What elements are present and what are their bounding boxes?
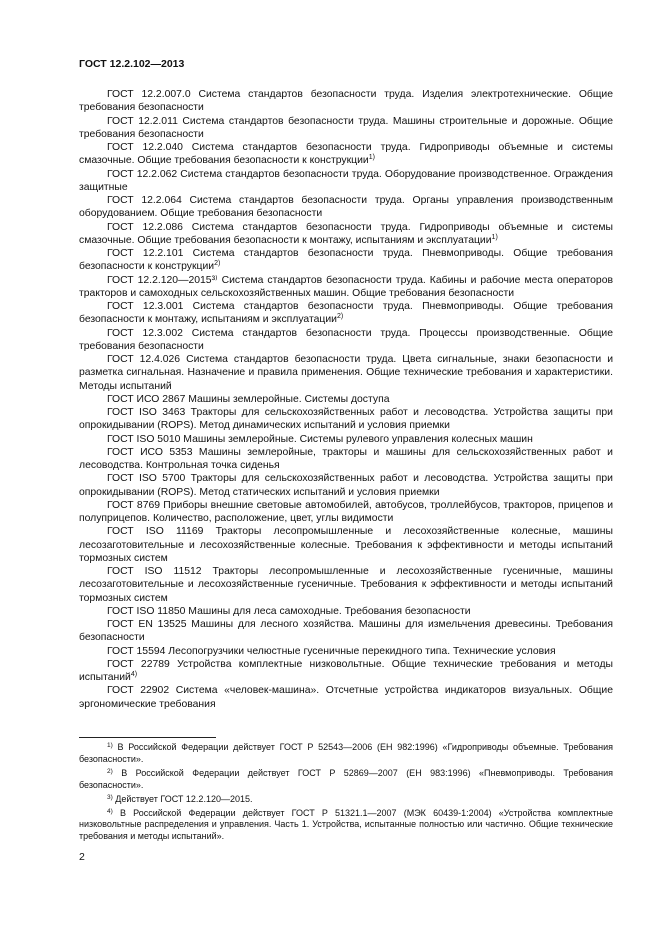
reference-item: ГОСТ 12.2.086 Система стандартов безопасности труда. Гидроприводы объемные и системы смазочные. Общие требования безопасности к монтажу, испытаниям и эксплуатации$^{1)}$ xyxy=(79,221,613,246)
reference-item: ГОСТ 12.4.026 Система стандартов безопасности труда. Цвета сигнальные, знаки безопасности и разметка сигнальная. Назначение и правила применения. Общие технические требования и характеристики. Методы испытаний xyxy=(79,354,613,392)
reference-item: ГОСТ 12.2.007.0 Система стандартов безопасности труда. Изделия электротехнические. Общие требования безопасности xyxy=(79,89,613,114)
document-header: ГОСТ 12.2.102—2013 xyxy=(79,58,185,70)
reference-item: ГОСТ 12.3.002 Система стандартов безопасности труда. Процессы производственные. Общие требования безопасности xyxy=(79,327,613,352)
page-number: 2 xyxy=(79,851,85,863)
reference-item: ГОСТ 22789 Устройства комплектные низковольтные. Общие технические требования и методы испытаний$^{4)}$ xyxy=(79,658,613,683)
reference-item: ГОСТ ISO 11169 Тракторы лесопромышленные и лесохозяйственные колесные, машины лесозаготовительные и лесохозяйственные колесные. Требования к эффективности и методы испытаний тормозных систем xyxy=(79,526,613,564)
reference-item: ГОСТ 12.2.064 Система стандартов безопасности труда. Органы управления производственным оборудованием. Общие требования безопасности xyxy=(79,195,613,220)
reference-item: ГОСТ 12.3.001 Система стандартов безопасности труда. Пневмоприводы. Общие требования безопасности к монтажу, испытаниям и эксплуатации$^{2)}$ xyxy=(79,301,613,326)
reference-item: ГОСТ 12.2.011 Система стандартов безопасности труда. Машины строительные и дорожные. Общие требования безопасности xyxy=(79,115,613,140)
reference-item: ГОСТ EN 13525 Машины для лесного хозяйства. Машины для измельчения древесины. Требования безопасности xyxy=(79,619,613,644)
footnote-item: $^{3)}$ Действует ГОСТ 12.2.120—2015. xyxy=(107,793,253,804)
reference-item: ГОСТ 12.2.040 Система стандартов безопасности труда. Гидроприводы объемные и системы смазочные. Общие требования безопасности к конструкции$^{1)}$ xyxy=(79,142,613,167)
footnote-item: $^{1)}$ В Российской Федерации действует ГОСТ Р 52543—2006 (ЕН 982:1996) «Гидроприводы объемные. Требования безопасности». xyxy=(79,742,613,764)
reference-item: ГОСТ 12.2.101 Система стандартов безопасности труда. Пневмоприводы. Общие требования безопасности к конструкции$^{2)}$ xyxy=(79,248,613,273)
references-list xyxy=(79,88,613,711)
footnote-divider xyxy=(79,737,216,738)
reference-item: ГОСТ 22902 Система «человек-машина». Отсчетные устройства индикаторов визуальных. Общие эргономические требования xyxy=(79,685,613,710)
reference-item: ГОСТ 12.2.062 Система стандартов безопасности труда. Оборудование производственное. Ограждения защитные xyxy=(79,168,613,193)
reference-item: ГОСТ 12.2.120—2015³⁾ Система стандартов безопасности труда. Кабины и рабочие места операторов тракторов и самоходных сельскохозяйственных машин. Общие требования безопасности xyxy=(79,274,613,299)
footnote-item: $^{4)}$ В Российской Федерации действует ГОСТ Р 51321.1—2007 (МЭК 60439-1:2004) «Устройства комплектные низковольтные распределения и управления. Часть 1. Устройства, испытанные полностью или частично. Общие технические требования и методы испытаний». xyxy=(79,807,613,842)
reference-item: ГОСТ ISO 11850 Машины для леса самоходные. Требования безопасности xyxy=(107,605,471,617)
footnotes xyxy=(79,742,613,845)
footnote-item: $^{2)}$ В Российской Федерации действует ГОСТ Р 52869—2007 (ЕН 983:1996) «Пневмоприводы. Требования безопасности». xyxy=(79,767,613,790)
reference-item: ГОСТ ИСО 2867 Машины землеройные. Системы доступа xyxy=(107,393,390,405)
reference-item: ГОСТ ISO 3463 Тракторы для сельскохозяйственных работ и лесоводства. Устройства защиты при опрокидывании (ROPS). Метод динамических испытаний и условия приемки xyxy=(79,407,613,432)
reference-item: ГОСТ 15594 Лесопогрузчики челюстные гусеничные перекидного типа. Технические условия xyxy=(107,645,556,657)
reference-item: ГОСТ 8769 Приборы внешние световые автомобилей, автобусов, троллейбусов, тракторов, прицепов и полуприцепов. Количество, расположение, цвет, углы видимости xyxy=(79,499,613,524)
reference-item: ГОСТ ISO 11512 Тракторы лесопромышленные и лесохозяйственные гусеничные, машины лесозаготовительные и лесохозяйственные гусеничные. Требования к эффективности и методы испытаний тормозных систем xyxy=(79,566,613,604)
reference-item: ГОСТ ISO 5700 Тракторы для сельскохозяйственных работ и лесоводства. Устройства защиты при опрокидывании (ROPS). Метод статических испытаний и условия приемки xyxy=(79,473,613,498)
reference-item: ГОСТ ИСО 5353 Машины землеройные, тракторы и машины для сельскохозяйственных работ и лесоводства. Контрольная точка сиденья xyxy=(79,446,613,471)
reference-item: ГОСТ ISO 5010 Машины землеройные. Системы рулевого управления колесных машин xyxy=(107,433,533,445)
